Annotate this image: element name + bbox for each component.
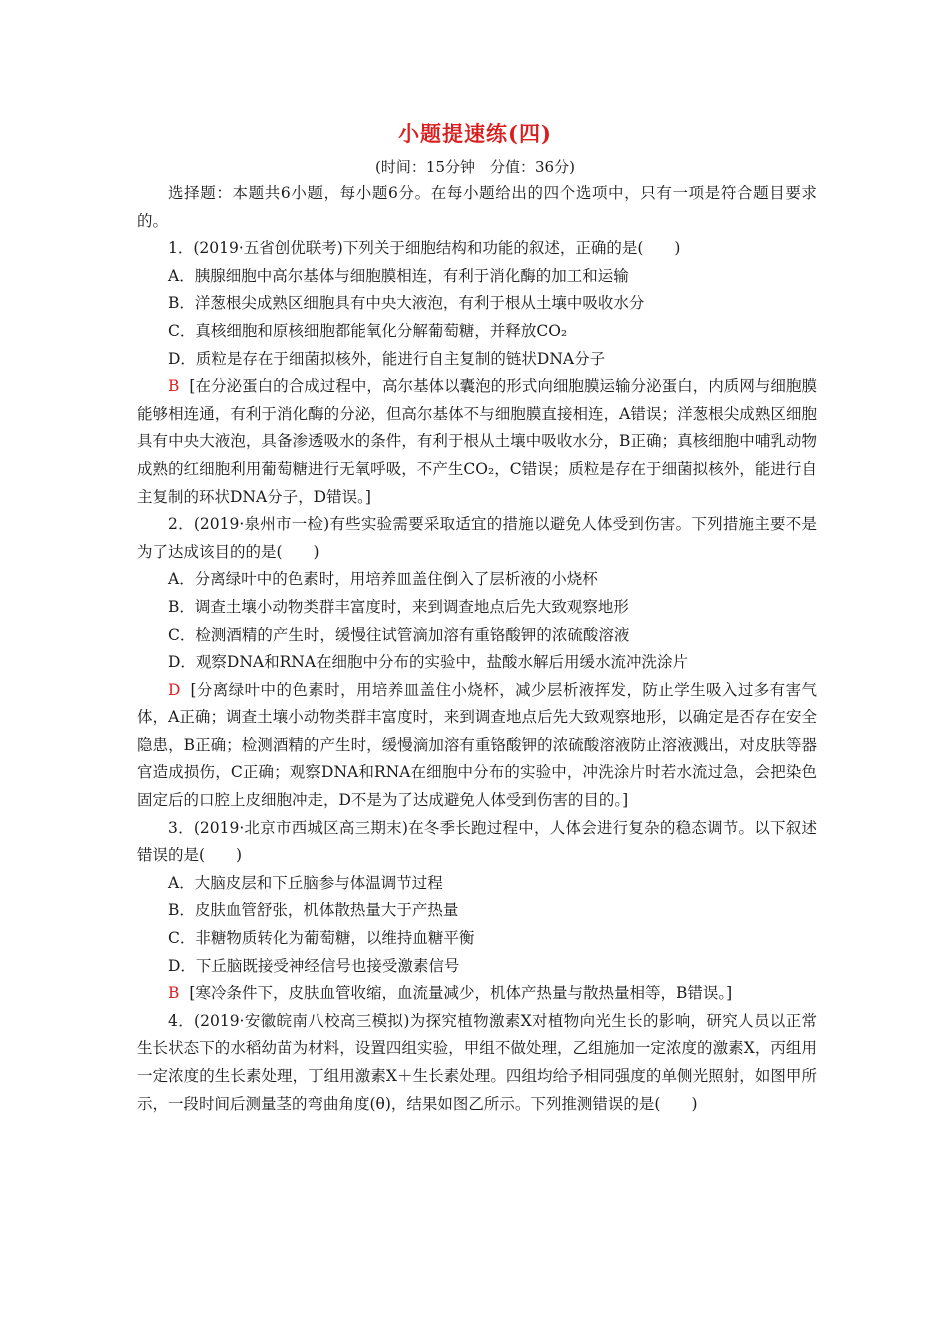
answer-key: D <box>168 680 181 699</box>
question-3-stem: 3．(2019·北京市西城区高三期末)在冬季长跑过程中，人体会进行复杂的稳态调节。以下叙述错误的是( ) <box>137 818 817 865</box>
time-score-info: (时间：15分钟 分值：36分) <box>375 158 575 176</box>
question-1-option-d: D．质粒是存在于细菌拟核外，能进行自主复制的链状DNA分子 <box>168 349 606 368</box>
question-2-option-c: C．检测酒精的产生时，缓慢往试管滴加溶有重铬酸钾的浓硫酸溶液 <box>168 625 630 644</box>
question-2-option-b: B．调查土壤小动物类群丰富度时，来到调查地点后先大致观察地形 <box>168 597 629 616</box>
answer-key: B <box>168 377 180 396</box>
question-1-option-a: A．胰腺细胞中高尔基体与细胞膜相连，有利于消化酶的加工和运输 <box>168 266 629 285</box>
question-1-answer <box>137 373 817 511</box>
question-1-stem: 1．(2019·五省创优联考)下列关于细胞结构和功能的叙述，正确的是( ) <box>168 239 681 258</box>
question-3-option-d: D．下丘脑既接受神经信号也接受激素信号 <box>168 956 460 975</box>
page-title: 小题提速练(四) <box>398 121 552 146</box>
document-body <box>137 180 817 1118</box>
question-2-answer <box>137 677 817 815</box>
answer-explanation: [在分泌蛋白的合成过程中，高尔基体以囊泡的形式向细胞膜运输分泌蛋白，内质网与细胞膜能够相连通，有利于消化酶的分泌，但高尔基体不与细胞膜直接相连，A错误；洋葱根尖成熟区细胞具有中央大液泡，具备渗透吸水的条件，有利于根从土壤中吸收水分，B正确；真核细胞中哺乳动物成熟的红细胞利用葡萄糖进行无氧呼吸，不产生CO₂，C错误；质粒是存在于细菌拟核外，能进行自主复制的环状DNA分子，D错误。] <box>137 377 817 506</box>
question-3-option-b: B．皮肤血管舒张，机体散热量大于产热量 <box>168 901 459 920</box>
question-3-option-a: A．大脑皮层和下丘脑参与体温调节过程 <box>168 873 443 892</box>
answer-explanation: [寒冷条件下，皮肤血管收缩，血流量减少，机体产热量与散热量相等，B错误。] <box>189 984 733 1003</box>
answer-explanation: [分离绿叶中的色素时，用培养皿盖住小烧杯，减少层析液挥发，防止学生吸入过多有害气体，A正确；调查土壤小动物类群丰富度时，来到调查地点后先大致观察地形，以确定是否存在安全隐患，B正确；检测酒精的产生时，缓慢滴加溶有重铬酸钾的浓硫酸溶液防止溶液溅出，对皮肤等器官造成损伤，C正确；观察DNA和RNA在细胞中分布的实验中，冲洗涂片时若水流过急，会把染色固定后的口腔上皮细胞冲走，D不是为了达成避免人体受到伤害的目的。] <box>137 680 817 810</box>
question-2-option-d: D．观察DNA和RNA在细胞中分布的实验中，盐酸水解后用缓水流冲洗涂片 <box>168 653 689 672</box>
question-1-option-c: C．真核细胞和原核细胞都能氧化分解葡萄糖，并释放CO₂ <box>168 321 568 340</box>
question-1-option-b: B．洋葱根尖成熟区细胞具有中央大液泡，有利于根从土壤中吸收水分 <box>168 294 645 313</box>
question-3-answer <box>137 980 817 1008</box>
question-3-option-c: C．非糖物质转化为葡萄糖，以维持血糖平衡 <box>168 929 475 948</box>
question-4-stem: 4．(2019·安徽皖南八校高三模拟)为探究植物激素X对植物向光生长的影响，研究人员以正常生长状态下的水稻幼苗为材料，设置四组实验，甲组不做处理，乙组施加一定浓度的激素X，丙组用一定浓度的生长素处理，丁组用激素X＋生长素处理。四组均给予相同强度的单侧光照射，如图甲所示，一段时间后测量茎的弯曲角度(θ)，结果如图乙所示。下列推测错误的是( ) <box>137 1011 817 1113</box>
question-2-stem: 2．(2019·泉州市一检)有些实验需要采取适宜的措施以避免人体受到伤害。下列措施主要不是为了达成该目的的是( ) <box>137 515 817 561</box>
instructions: 选择题：本题共6小题，每小题6分。在每小题给出的四个选项中，只有一项是符合题目要求的。 <box>137 184 817 230</box>
answer-key: B <box>168 984 180 1003</box>
question-2-option-a: A．分离绿叶中的色素时，用培养皿盖住倒入了层析液的小烧杯 <box>168 570 598 589</box>
